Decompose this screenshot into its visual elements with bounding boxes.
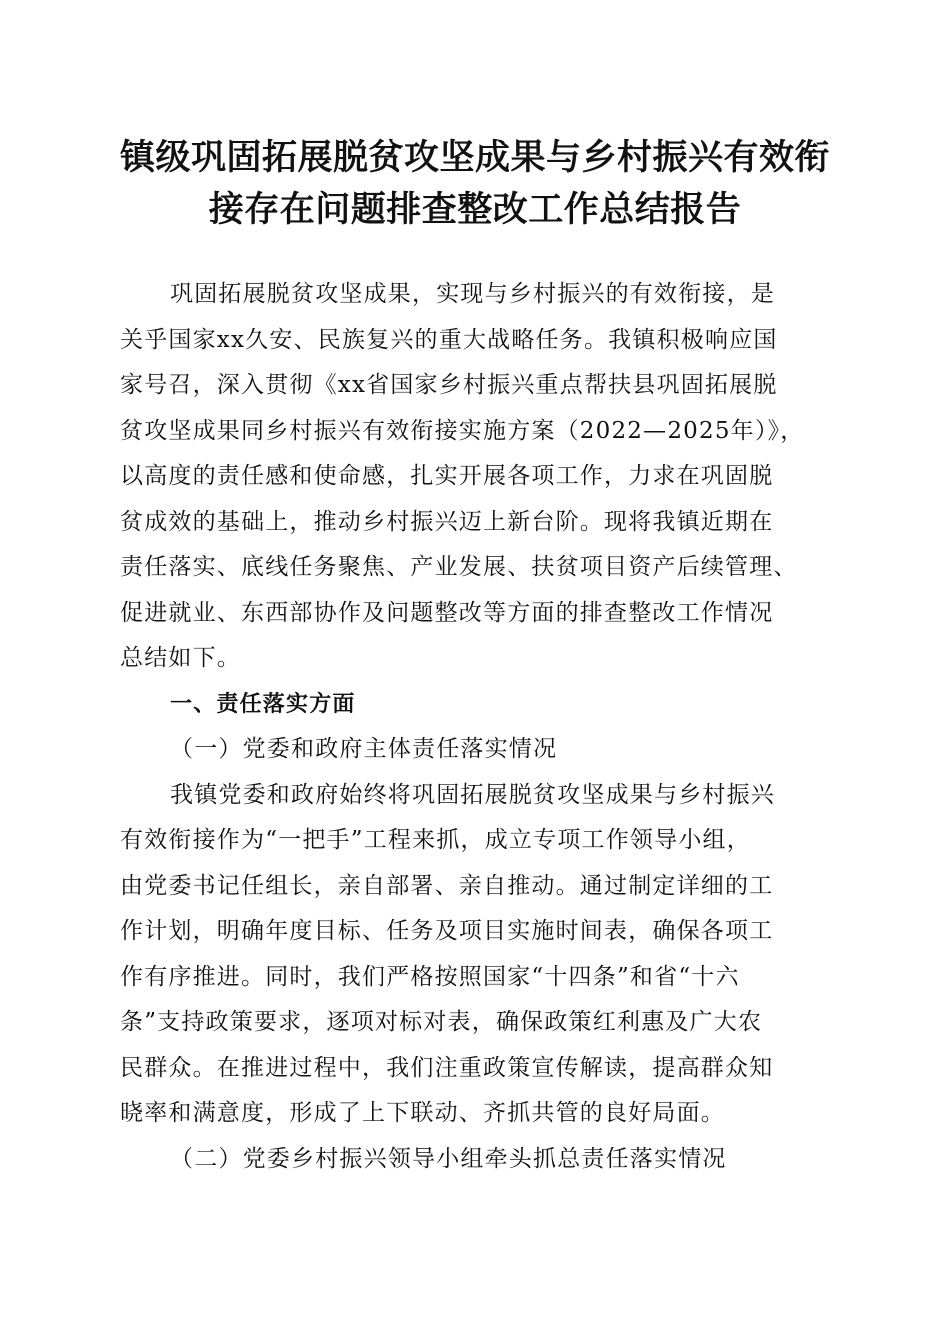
paragraph-line: 关乎国家xx久安、民族复兴的重大战略任务。我镇积极响应国 <box>120 326 778 353</box>
subsection-heading: （二）党委乡村振兴领导小组牵头抓总责任落实情况 <box>170 1145 727 1172</box>
paragraph-line: 我镇党委和政府始终将巩固拓展脱贫攻坚成果与乡村振兴 <box>170 781 775 808</box>
paragraph-line: 由党委书记任组长，亲自部署、亲自推动。通过制定详细的工 <box>120 872 774 899</box>
paragraph-line: 民群众。在推进过程中，我们注重政策宣传解读，提高群众知 <box>120 1054 774 1081</box>
paragraph-line: 以高度的责任感和使命感，扎实开展各项工作，力求在巩固脱 <box>120 463 774 489</box>
paragraph-line: 条”支持政策要求，逐项对标对表，确保政策红利惠及广大农 <box>120 1009 763 1035</box>
section-heading: 一、责任落实方面 <box>170 691 356 717</box>
paragraph-line: 贫攻坚成果同乡村振兴有效衔接实施方案（2022—2025年）》， <box>120 417 805 444</box>
paragraph-line: 促进就业、东西部协作及问题整改等方面的排查整改工作情况 <box>120 599 774 626</box>
paragraph-line: 贫成效的基础上，推动乡村振兴迈上新台阶。现将我镇近期在 <box>120 508 774 535</box>
paragraph-line: 责任落实、底线任务聚焦、产业发展、扶贫项目资产后续管理、 <box>120 554 798 580</box>
document-body <box>120 272 840 1182</box>
title-line: 镇级巩固拓展脱贫攻坚成果与乡村振兴有效衔 <box>119 138 830 178</box>
paragraph-line: 作有序推进。同时，我们严格按照国家“十四条”和省“十六 <box>120 963 740 990</box>
document-title <box>110 132 840 236</box>
paragraph-line: 家号召，深入贯彻《xx省国家乡村振兴重点帮扶县巩固拓展脱 <box>120 372 778 398</box>
paragraph-line: 巩固拓展脱贫攻坚成果，实现与乡村振兴的有效衔接，是 <box>170 281 775 307</box>
paragraph-line: 晓率和满意度，形成了上下联动、齐抓共管的良好局面。 <box>120 1100 725 1126</box>
subsection-heading: （一）党委和政府主体责任落实情况 <box>170 736 558 762</box>
title-line: 接存在问题排查整改工作总结报告 <box>208 190 742 230</box>
paragraph-line: 总结如下。 <box>120 645 241 671</box>
paragraph-line: 有效衔接作为“一把手”工程来抓，成立专项工作领导小组， <box>120 827 751 853</box>
paragraph-line: 作计划，明确年度目标、任务及项目实施时间表，确保各项工 <box>120 918 774 944</box>
